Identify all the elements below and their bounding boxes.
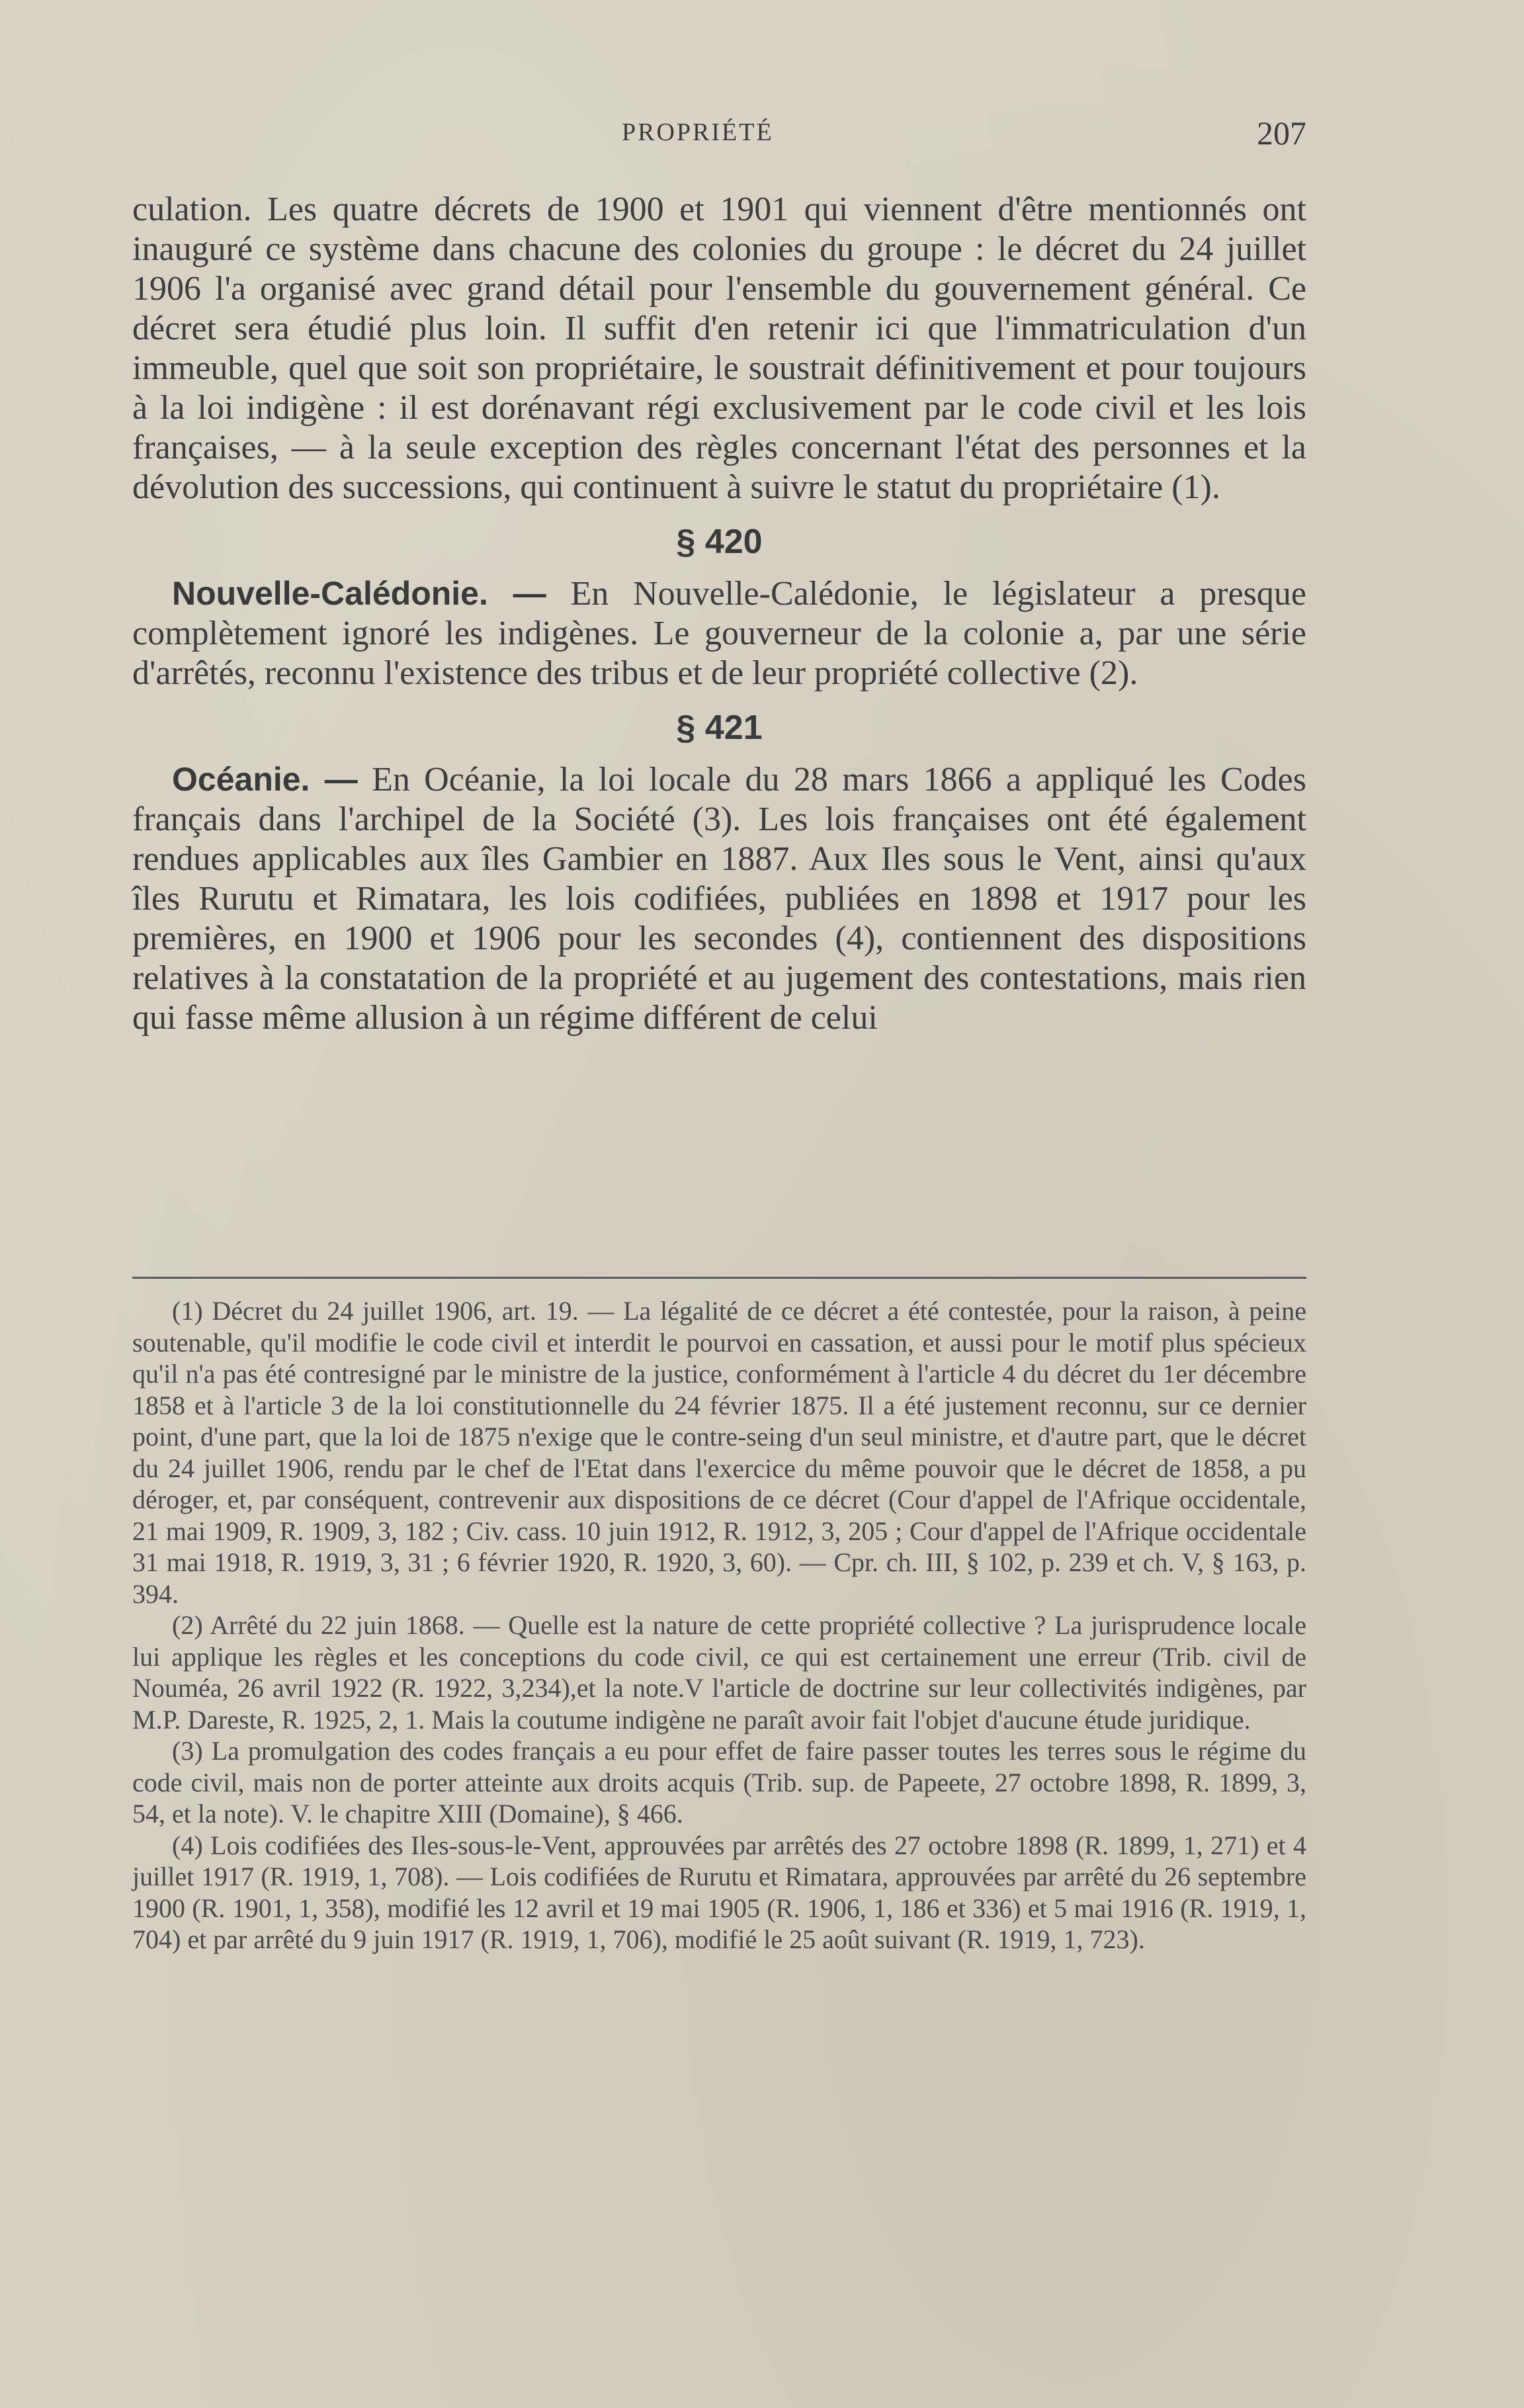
paragraph-nouvelle-caledonie xyxy=(132,574,1306,693)
paragraph-lead: Nouvelle-Calédonie. — xyxy=(172,575,546,612)
page-header xyxy=(132,114,1306,157)
footnote-4: (4) Lois codifiées des Iles-sous-le-Vent, approuvées par arrêtés des 27 octobre 1898 (R. 1899, 1, 271) et 4 juillet 1917 (R. 1919, 1, 708). — Lois codifiées de Rurutu et Rimatara, approuvées par arrêté du 26 septembre 1900 (R. 1901, 1, 358), modifié les 12 avril et 19 mai 1905 (R. 1906, 1, 186 et 336) et 5 mai 1916 (R. 1919, 1, 704) et par arrêté du 9 juin 1917 (R. 1919, 1, 706), modifié le 25 août suivant (R. 1919, 1, 723). xyxy=(132,1830,1306,1954)
footnote-3: (3) La promulgation des codes français a eu pour effet de faire passer toutes les terres sous le régime du code civil, mais non de porter atteinte aux droits acquis (Trib. sup. de Papeete, 27 octobre 1898, R. 1899, 3, 54, et la note). V. le chapitre XIII (Domaine), § 466. xyxy=(132,1736,1306,1828)
paragraph-text: En Océanie, la loi locale du 28 mars 1866 a appliqué les Codes français dans l'archipel de la Société (3). Les lois françaises ont été également rendues applicables aux îles Gambier en 1887. Aux Iles sous le Vent, ainsi qu'aux îles Rurutu et Rimatara, les lois codifiées, publiées en 1898 et 1917 pour les premières, en 1900 et 1906 pour les secondes (4), contiennent des dispositions relatives à la constatation de la propriété et au jugement des contestations, mais rien qui fasse même allusion à un régime différent de celui xyxy=(132,761,1306,1037)
section-heading-421: § 421 xyxy=(676,709,763,747)
footnote-divider xyxy=(132,1277,1306,1279)
footnote-2: (2) Arrêté du 22 juin 1868. — Quelle est la nature de cette propriété collective ? La jurisprudence locale lui applique les règles et les conceptions du code civil, ce qui est certainement une erreur (Trib. civil de Nouméa, 26 avril 1922 (R. 1922, 3,234),et la note.V l'article de doctrine sur leur collectivités indigènes, par M.P. Dareste, R. 1925, 2, 1. Mais la coutume indigène ne paraît avoir fait l'objet d'aucune étude juridique. xyxy=(132,1610,1306,1735)
footnotes xyxy=(132,1295,1306,1956)
main-text xyxy=(132,190,1306,1038)
running-head: PROPRIÉTÉ xyxy=(622,118,774,146)
paragraph-lead: Océanie. — xyxy=(172,761,358,798)
page-number: 207 xyxy=(1257,114,1306,151)
paragraph-continuation: culation. Les quatre décrets de 1900 et 1901 qui viennent d'être mentionnés ont inauguré ce système dans chacune des colonies du groupe : le décret du 24 juillet 1906 l'a organisé avec grand détail pour l'ensemble du gouvernement général. Ce décret sera étudié plus loin. Il suffit d'en retenir ici que l'immatriculation d'un immeuble, quel que soit son propriétaire, le soustrait définitivement et pour toujours à la loi indigène : il est dorénavant régi exclusivement par le code civil et les lois françaises, — à la seule exception des règles concernant l'état des personnes et la dévolution des successions, qui continuent à suivre le statut du propriétaire (1). xyxy=(132,191,1306,506)
footnote-1: (1) Décret du 24 juillet 1906, art. 19. — La légalité de ce décret a été contestée, pour la raison, à peine soutenable, qu'il modifie le code civil et interdit le pourvoi en cassation, et aussi pour le motif plus spécieux qu'il n'a pas été contresigné par le ministre de la justice, conformément à l'article 4 du décret du 1er décembre 1858 et à l'article 3 de la loi constitutionnelle du 24 février 1875. Il a été justement reconnu, sur ce dernier point, d'une part, que la loi de 1875 n'exige que le contre-seing d'un seul ministre, et d'autre part, que le décret du 24 juillet 1906, rendu par le chef de l'Etat dans l'exercice du même pouvoir que le décret de 1858, a pu déroger, et, par conséquent, contrevenir aux dispositions de ce décret (Cour d'appel de l'Afrique occidentale, 21 mai 1909, R. 1909, 3, 182 ; Civ. cass. 10 juin 1912, R. 1912, 3, 205 ; Cour d'appel de l'Afrique occidentale 31 mai 1918, R. 1919, 3, 31 ; 6 février 1920, R. 1920, 3, 60). — Cpr. ch. III, § 102, p. 239 et ch. V, § 163, p. 394. xyxy=(132,1296,1306,1609)
paragraph-text: En Nouvelle-Calédonie, le législateur a presque complètement ignoré les indigènes. Le gouverneur de la colonie a, par une série d'arrêtés, reconnu l'existence des tribus et de leur propriété collective (2). xyxy=(132,575,1306,692)
paragraph-oceanie xyxy=(132,759,1306,1038)
section-heading-420: § 420 xyxy=(676,523,763,561)
